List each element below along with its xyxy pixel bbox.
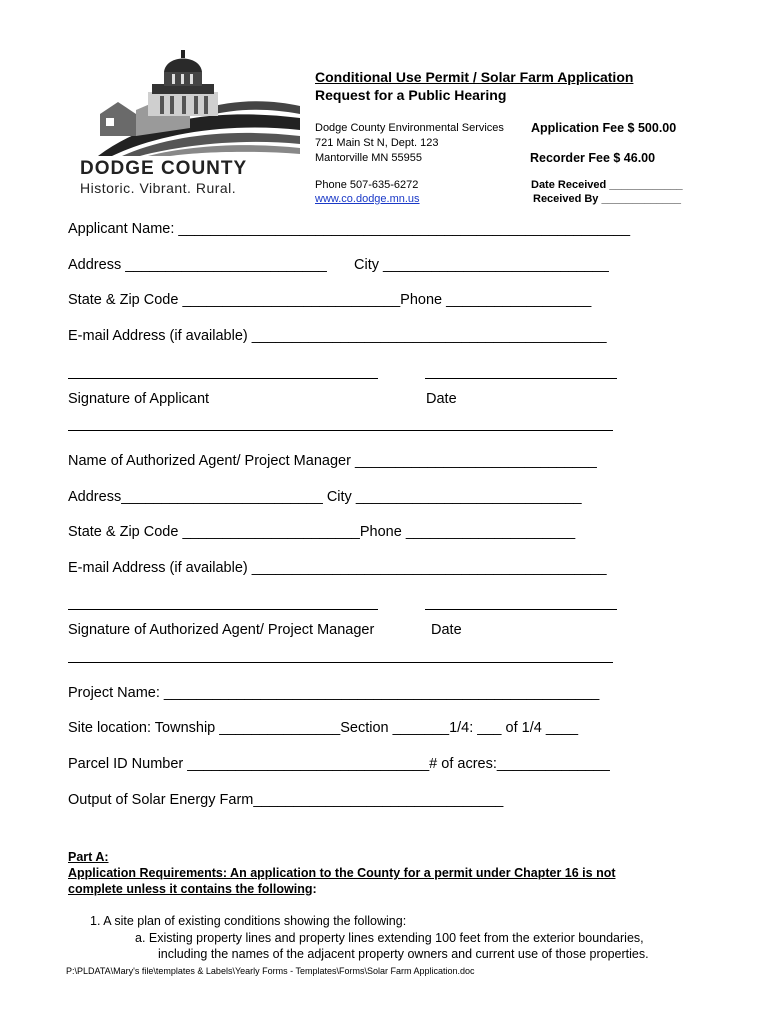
agent-state-zip-phone-field[interactable]: State & Zip Code ______________________Phone _____________________ (68, 524, 576, 540)
recorder-fee: Recorder Fee $ 46.00 (530, 151, 656, 165)
form-title-line2: Request for a Public Hearing (315, 87, 507, 103)
received-by: Received By _____________ (533, 193, 682, 205)
county-website-link[interactable]: www.co.dodge.mn.us (315, 193, 420, 205)
county-logo (78, 48, 300, 198)
site-location-field[interactable]: Site location: Township _______________Section _______1/4: ___ of 1/4 ____ (68, 720, 579, 736)
org-phone: Phone 507-635-6272 (315, 179, 419, 191)
applicant-email-field[interactable]: E-mail Address (if available) ____________________________________________ (68, 328, 607, 344)
agent-email-field[interactable]: E-mail Address (if available) ____________________________________________ (68, 560, 607, 576)
solar-output-field[interactable]: Output of Solar Energy Farm_______________________________ (68, 792, 504, 808)
applicant-signature-line[interactable] (68, 378, 378, 379)
agent-address-city-field[interactable]: Address_________________________ City ____________________________ (68, 489, 582, 505)
project-name-field[interactable]: Project Name: ______________________________________________________ (68, 685, 600, 701)
logo-tagline: Historic. Vibrant. Rural. (80, 180, 237, 196)
part-a-heading: Part A: (68, 850, 109, 864)
requirement-item-1: 1. A site plan of existing conditions showing the following: (90, 914, 407, 928)
requirement-item-1a-line1: a. Existing property lines and property lines extending 100 feet from the exterior boundaries, (135, 931, 644, 945)
applicant-state-zip-phone-field[interactable]: State & Zip Code ___________________________Phone __________________ (68, 292, 592, 308)
org-street: 721 Main St N, Dept. 123 (315, 137, 439, 149)
applicant-city-field[interactable]: City ____________________________ (354, 257, 609, 273)
org-city: Mantorville MN 55955 (315, 152, 422, 164)
agent-signature-label: Signature of Authorized Agent/ Project Manager (68, 622, 375, 638)
applicant-date-line[interactable] (425, 378, 617, 379)
agent-signature-line[interactable] (68, 609, 378, 610)
form-title-line1: Conditional Use Permit / Solar Farm Application (315, 69, 634, 85)
date-received: Date Received ____________ (531, 179, 683, 191)
requirement-item-1a-line2: including the names of the adjacent property owners and current use of those properties. (158, 947, 649, 961)
section-divider (68, 430, 613, 431)
agent-date-line[interactable] (425, 609, 617, 610)
application-fee: Application Fee $ 500.00 (531, 121, 677, 135)
parcel-acres-field[interactable]: Parcel ID Number ______________________________# of acres:______________ (68, 756, 610, 772)
applicant-date-label: Date (426, 391, 457, 407)
applicant-signature-label: Signature of Applicant (68, 391, 210, 407)
org-name: Dodge County Environmental Services (315, 122, 504, 134)
requirements-colon: : (312, 882, 317, 896)
agent-date-label: Date (431, 622, 462, 638)
applicant-name-field[interactable]: Applicant Name: ________________________________________________________ (68, 221, 631, 237)
part-a-requirements-line1: Application Requirements: An application to the County for a permit under Chapter 16 is not (68, 866, 616, 880)
requirements-text: complete unless it contains the following (68, 882, 313, 896)
agent-name-field[interactable]: Name of Authorized Agent/ Project Manager ______________________________ (68, 453, 597, 469)
section-divider (68, 662, 613, 663)
part-a-requirements-line2 (68, 882, 317, 896)
applicant-address-field[interactable]: Address _________________________ (68, 257, 327, 273)
logo-name: DODGE COUNTY (80, 158, 248, 179)
file-path-footer: P:\PLDATA\Mary's file\templates & Labels\Yearly Forms - Templates\Forms\Solar Farm Application.doc (66, 966, 475, 976)
courthouse-landscape-icon (78, 48, 300, 158)
